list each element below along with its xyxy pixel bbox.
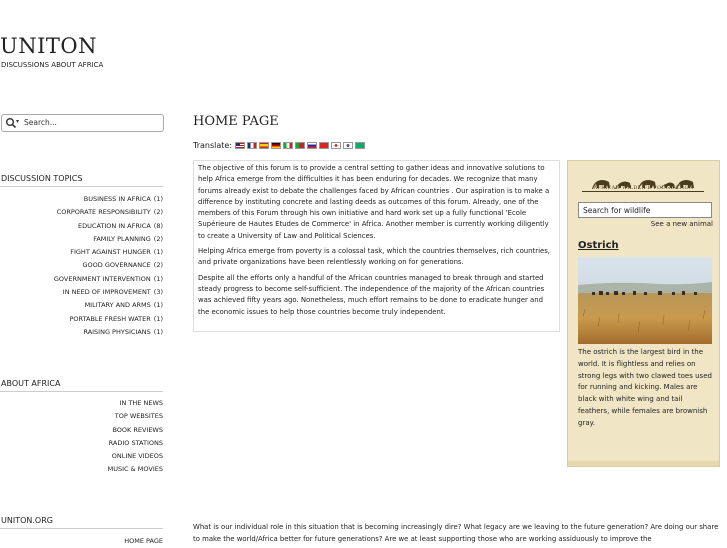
uniton-org-heading: UNITON.ORG	[1, 516, 53, 525]
discussion-topics-heading: DISCUSSION TOPICS	[1, 174, 83, 183]
widget-footer	[568, 461, 719, 466]
sidebar-item-business-in-africa[interactable]	[0, 193, 163, 206]
search-input[interactable]	[24, 116, 158, 129]
us-flag-icon[interactable]	[235, 142, 245, 149]
bottom-paragraph: What is our individual role in this situation that is becoming increasingly dire? What legacy are we leaving to the future generation? Are doing our share to make the world/Africa better for future generations? Are we at least supporting those who are working assiduously to improve the	[193, 523, 719, 543]
divider	[0, 528, 163, 529]
sidebar-item-education-in-africa[interactable]	[0, 220, 163, 233]
sidebar-item-in-need-of-improvement[interactable]	[0, 286, 163, 299]
sidebar-item-count: (2)	[153, 234, 163, 243]
animal-description: The ostrich is the largest bird in the world. It is flightless and relies on strong legs with two clawed toes used for running and kicking. Males are black with white wing and tail feathers, while females are brownish gray.	[578, 348, 712, 427]
see-new-animal-link[interactable]: See a new animal	[650, 220, 713, 228]
sidebar-item-label[interactable]: IN NEED OF IMPROVEMENT	[62, 288, 151, 297]
sidebar-item-count: (3)	[153, 288, 163, 297]
flag-list	[235, 142, 367, 149]
uniton-org-list	[0, 535, 163, 548]
wildlife-widget	[567, 160, 720, 467]
sidebar-item-count: (1)	[153, 301, 163, 310]
sidebar-item-book-reviews[interactable]: BOOK REVIEWS	[112, 425, 163, 434]
translate-label: Translate:	[193, 141, 233, 150]
sidebar-item-corporate-responsibility[interactable]	[0, 206, 163, 219]
sidebar-item-count: (1)	[153, 314, 163, 323]
pt-flag-icon[interactable]	[295, 142, 305, 149]
animal-name-link[interactable]: Ostrich	[578, 240, 619, 251]
site-title[interactable]: UNITON	[0, 34, 97, 58]
sidebar-item-radio-stations[interactable]: RADIO STATIONS	[108, 438, 163, 447]
sidebar-item-military-and-arms[interactable]	[0, 299, 163, 312]
jp-flag-icon[interactable]	[331, 142, 341, 149]
de-flag-icon[interactable]	[271, 142, 281, 149]
sidebar-item-label[interactable]: MILITARY AND ARMS	[84, 301, 151, 310]
about-africa-list	[0, 397, 163, 477]
kr-flag-icon[interactable]	[343, 142, 353, 149]
sidebar-item-label[interactable]: CORPORATE RESPONSIBILITY	[56, 208, 151, 217]
sidebar-item-count: (2)	[153, 261, 163, 270]
translate-bar	[193, 141, 367, 150]
sidebar-item-count: (1)	[153, 327, 163, 336]
sidebar-item-fight-against-hunger[interactable]	[0, 246, 163, 259]
sidebar-item-top-websites[interactable]: TOP WEBSITES	[114, 412, 163, 421]
intro-paragraph: Despite all the efforts only a handful of the African countries managed to break through and started steady progress to become self-sufficient. The independence of the majority of the African countries was achieved fifty years ago. Nonetheless, much effort remains to be done to eradicate hunger and the economic issues to help those countries become truly independent.	[198, 273, 545, 316]
sidebar-item-count: (2)	[153, 208, 163, 217]
search-box[interactable]	[1, 114, 164, 132]
sidebar-item-label[interactable]: RAISING PHYSICIANS	[83, 327, 151, 336]
it-flag-icon[interactable]	[283, 142, 293, 149]
about-africa-heading: ABOUT AFRICA	[1, 379, 61, 388]
cn-flag-icon[interactable]	[319, 142, 329, 149]
divider	[0, 186, 163, 187]
fr-flag-icon[interactable]	[247, 142, 257, 149]
sidebar-item-count: (1)	[153, 195, 163, 203]
sidebar-item-count: (8)	[153, 221, 163, 230]
chevron-down-icon[interactable]: ▾	[16, 118, 20, 125]
sidebar-item-label[interactable]: GOVERNMENT INTERVENTION	[53, 274, 151, 283]
sidebar-item-government-intervention[interactable]	[0, 273, 163, 286]
sidebar-item-label[interactable]: PORTABLE FRESH WATER	[69, 314, 151, 323]
intro-text-box	[193, 160, 560, 332]
intro-paragraph: Helping Africa emerge from poverty is a colossal task, which the countries themselves, rich countries, and private organizations have been relentlessly working on for generations.	[198, 247, 550, 267]
sidebar-item-count: (1)	[153, 248, 163, 257]
intro-paragraph: The objective of this forum is to provide a central setting to gather ideas and innovative solutions to help Africa emerge from the difficulties it has been enduring for decades. We recognize that many forums already exist to debate the challenges faced by African countries . Our aspiration is to make a difference by instituting concrete and lasting deeds as outcomes of this forum. Already, one of the members of this Forum through his own initiative and hard work set up a fully functional 'Ecole Supérieure de Hautes Etudes de Commerce' in Africa. Another member is currently working diligently to create a University of Law and Political Sciences.	[198, 164, 550, 240]
sidebar-item-music-and-movies[interactable]: MUSIC & MOVIES	[107, 465, 163, 474]
page-title: HOME PAGE	[193, 114, 279, 129]
wildlife-search-input[interactable]	[578, 202, 712, 218]
sidebar-item-online-videos[interactable]: ONLINE VIDEOS	[111, 452, 163, 461]
es-flag-icon[interactable]	[259, 142, 269, 149]
sidebar-item-label[interactable]: EDUCATION IN AFRICA	[78, 221, 151, 230]
sidebar-item-count: (1)	[153, 274, 163, 283]
ru-flag-icon[interactable]	[307, 142, 317, 149]
sa-flag-icon[interactable]	[355, 142, 365, 149]
sidebar-item-label[interactable]: BUSINESS IN AFRICA	[83, 195, 151, 203]
wildlife-foundation-logo-text: AFRICAN WILDLIFE FOUNDATION	[593, 185, 694, 191]
sidebar-item-in-the-news[interactable]: IN THE NEWS	[119, 399, 163, 407]
sidebar-item-family-planning[interactable]	[0, 233, 163, 246]
sidebar-item-home-page[interactable]: HOME PAGE	[124, 537, 163, 545]
sidebar-item-good-governance[interactable]	[0, 259, 163, 272]
sidebar-item-portable-fresh-water[interactable]	[0, 313, 163, 326]
divider	[0, 391, 163, 392]
ostrich-photo[interactable]	[578, 257, 712, 344]
site-tagline: DISCUSSIONS ABOUT AFRICA	[1, 61, 104, 69]
sidebar-item-raising-physicians[interactable]	[0, 326, 163, 339]
sidebar-item-label[interactable]: FIGHT AGAINST HUNGER	[70, 248, 151, 257]
sidebar-item-label[interactable]: GOOD GOVERNANCE	[82, 261, 151, 270]
discussion-topics-list	[0, 193, 163, 339]
sidebar-item-label[interactable]: FAMILY PLANNING	[93, 234, 151, 243]
